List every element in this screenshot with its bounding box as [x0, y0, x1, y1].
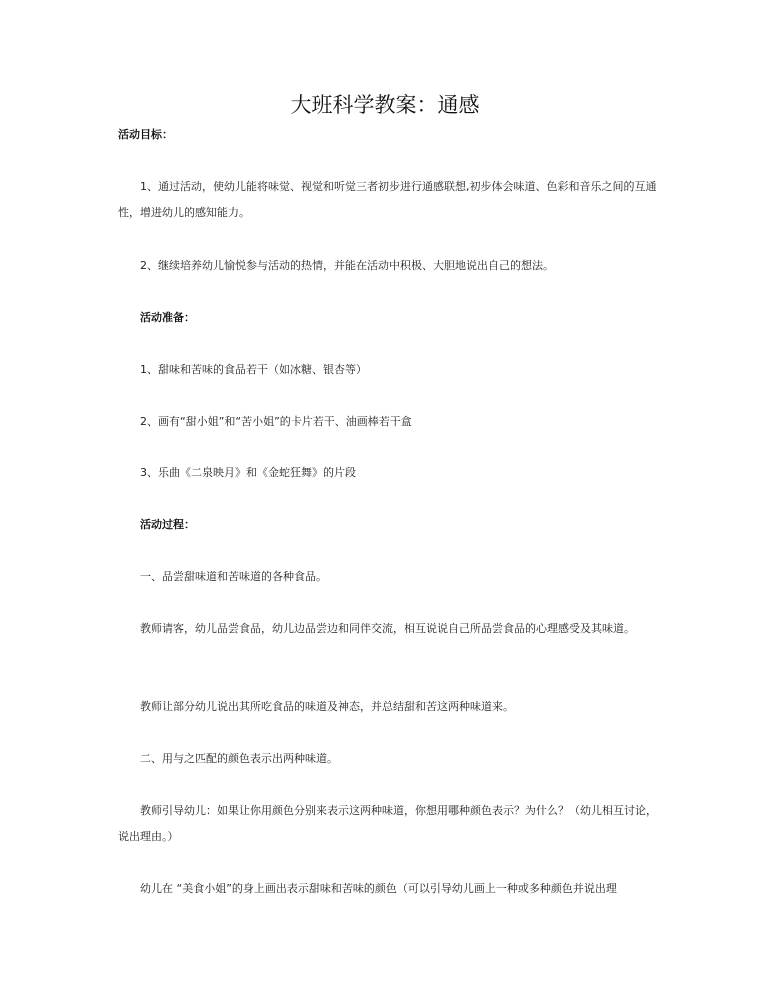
- goal-1-paragraph: 1、通过活动，使幼儿能将味觉、视觉和听觉三者初步进行通感联想,初步体会味道、色彩和音乐之间的互通性，增进幼儿的感知能力。: [118, 180, 657, 219]
- prep-item-1: 1、甜味和苦味的食品若干（如冰糖、银杏等）: [140, 363, 367, 376]
- step-2-paragraph-1: 教师引导幼儿：如果让你用颜色分别来表示这两种味道，你想用哪种颜色表示？为什么？（幼儿相互讨论，说出理由。）: [118, 804, 657, 843]
- document-title: 大班科学教案：通感: [290, 93, 480, 117]
- step-1-paragraph-2: 教师让部分幼儿说出其所吃食品的味道及神态，并总结甜和苦这两种味道来。: [140, 700, 514, 713]
- prep-item-2: 2、画有“甜小姐”和“苦小姐”的卡片若干、油画棒若干盒: [140, 415, 412, 428]
- prep-heading: 活动准备：: [140, 311, 195, 324]
- process-heading: 活动过程：: [140, 518, 195, 531]
- prep-item-3: 3、乐曲《二泉映月》和《金蛇狂舞》的片段: [140, 466, 356, 479]
- step-1-heading: 一、品尝甜味道和苦味道的各种食品。: [140, 570, 327, 583]
- step-1-paragraph-1: 教师请客，幼儿品尝食品，幼儿边品尝边和同伴交流，相互说说自己所品尝食品的心理感受及其味道。: [140, 622, 635, 635]
- step-2-heading: 二、用与之匹配的颜色表示出两种味道。: [140, 752, 338, 765]
- goals-heading: 活动目标：: [118, 128, 173, 141]
- step-2-paragraph-2: 幼儿在 “美食小姐”的身上画出表示甜味和苦味的颜色（可以引导幼儿画上一种或多种颜色并说出理: [140, 882, 617, 895]
- goal-2-paragraph: 2、继续培养幼儿愉悦参与活动的热情，并能在活动中积极、大胆地说出自己的想法。: [140, 259, 554, 272]
